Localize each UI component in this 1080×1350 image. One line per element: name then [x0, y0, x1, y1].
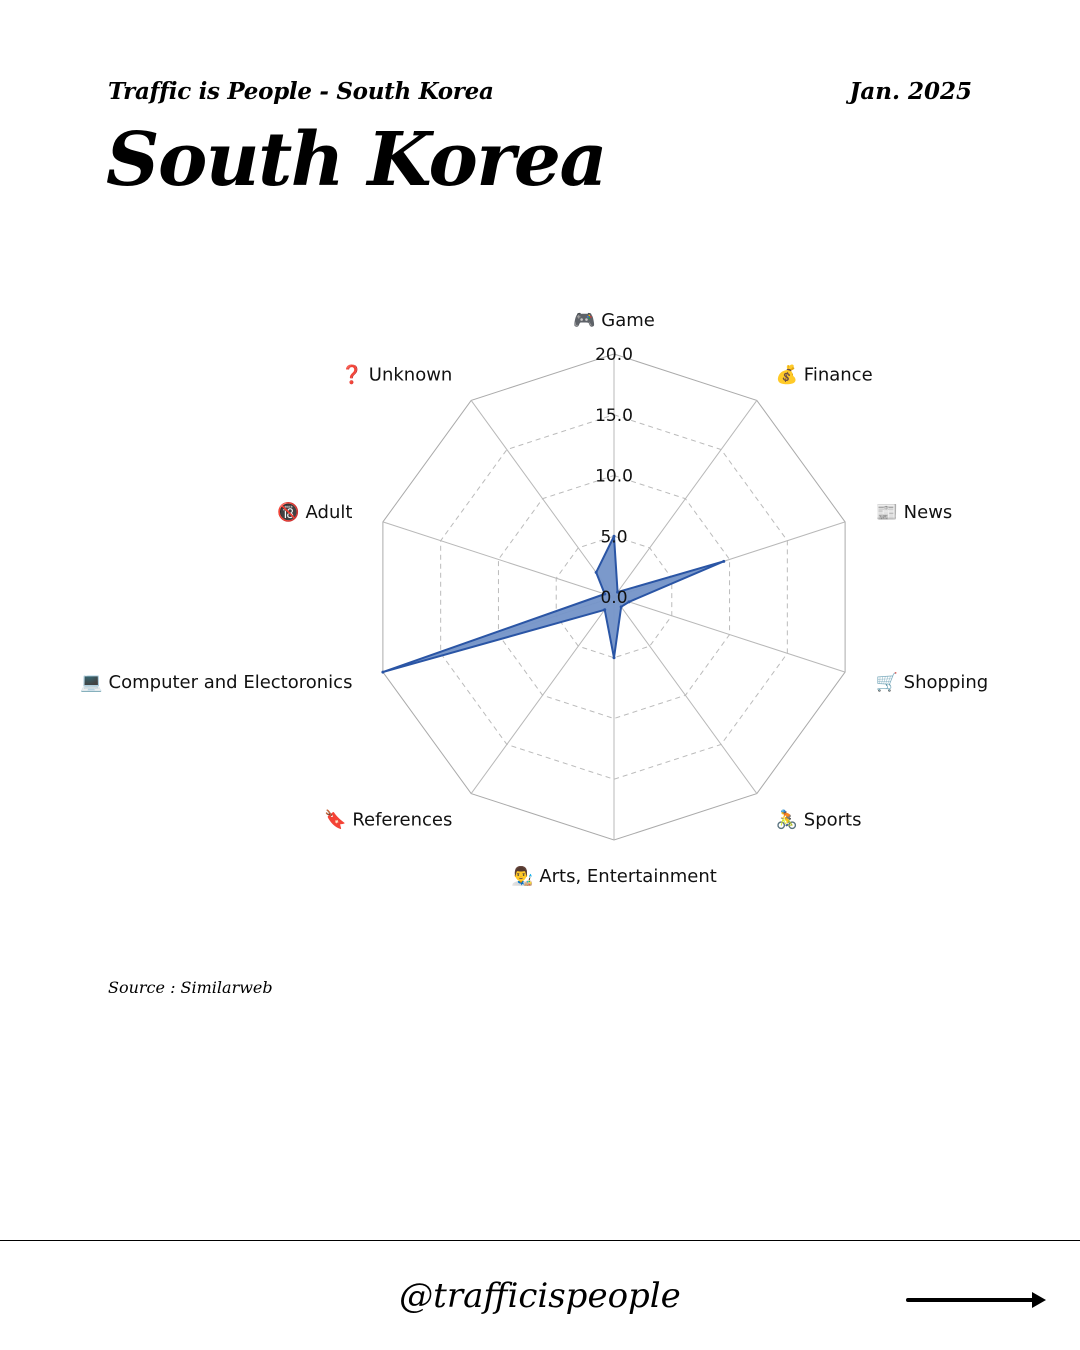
axis-spoke	[471, 400, 614, 597]
category-label: ❓ Unknown	[340, 364, 453, 386]
category-label: 🔖 References	[324, 809, 453, 831]
page-title: South Korea	[106, 117, 606, 203]
category-label: 📰 News	[875, 502, 953, 524]
data-point	[628, 600, 631, 603]
footer-handle: @trafficispeople	[399, 1276, 681, 1316]
series-area	[383, 536, 724, 672]
category-label: 🚴 Sports	[775, 809, 862, 831]
category-label: 🛒 Shopping	[875, 671, 989, 693]
series-title: Traffic is People - South Korea	[108, 78, 494, 105]
radial-tick-label: 0.0	[600, 588, 628, 608]
data-point	[603, 608, 606, 611]
radial-tick-label: 20.0	[595, 345, 633, 365]
source-note: Source : Similarweb	[108, 978, 273, 997]
axis-spoke	[614, 400, 757, 597]
radial-tick-label: 5.0	[600, 527, 628, 548]
data-point	[722, 560, 725, 563]
radial-tick-label: 10.0	[595, 466, 633, 487]
category-label: 💻 Computer and Electoronics	[80, 671, 353, 693]
axis-spoke	[614, 597, 757, 794]
data-point	[381, 671, 384, 674]
category-label: 🔞 Adult	[277, 502, 353, 524]
radial-tick-label: 15.0	[595, 405, 633, 426]
category-label: 💰 Finance	[775, 364, 873, 386]
category-label: 🎮 Game	[573, 310, 655, 331]
data-point	[595, 571, 598, 574]
right-arrow-icon[interactable]	[906, 1288, 1048, 1312]
axis-spoke	[383, 522, 614, 597]
category-label: 👨‍🎨 Arts, Entertainment	[511, 866, 717, 887]
data-point	[613, 656, 616, 659]
footer-divider	[0, 1240, 1080, 1241]
date-label: Jan. 2025	[849, 78, 972, 105]
